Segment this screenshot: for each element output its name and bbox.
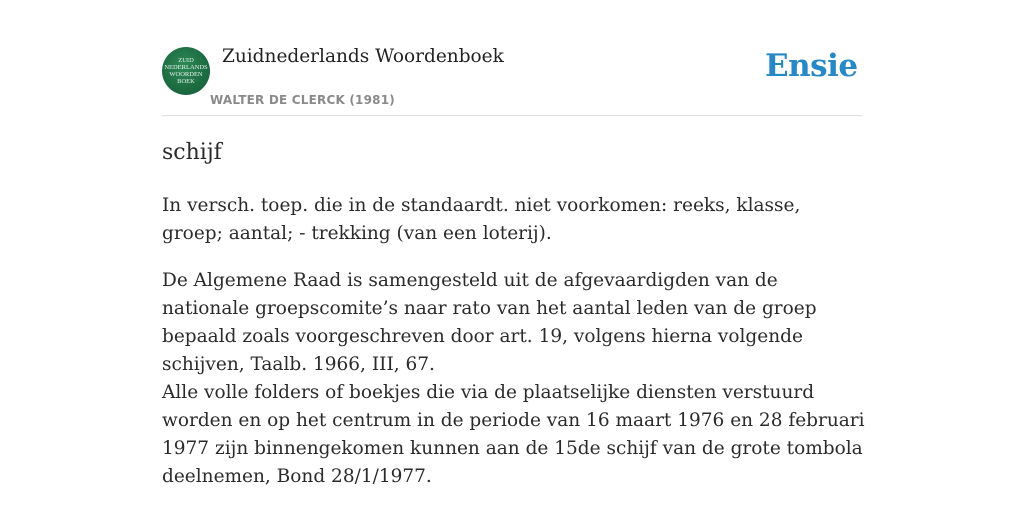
entry-definition: In versch. toep. die in de standaardt. niet voorkomen: reeks, klasse, groep; aantal; - trekking (van een loterij). (162, 195, 801, 244)
source-author: WALTER DE CLERCK (1981) (210, 93, 395, 107)
brand-logo[interactable]: Ensie (765, 48, 858, 84)
entry-headword: schijf (162, 140, 222, 165)
logo-line: WOORDEN (169, 71, 203, 78)
header-divider (162, 115, 862, 116)
logo-line: NEDERLANDS (164, 64, 208, 71)
source-title[interactable]: Zuidnederlands Woordenboek (222, 46, 504, 67)
logo-line: BOEK (177, 78, 195, 85)
entry-example: De Algemene Raad is samengesteld uit de afgevaardigden van de nationale groepscomite’s naar rato van het aantal leden van de groep bepaald zoals voorgeschreven door art. 19, volgens hierna volgende schijven, Taalb. 1966, III, 67. (162, 270, 817, 375)
entry-example: Alle volle folders of boekjes die via de plaatselijke diensten verstuurd worden en op het centrum in de periode van 16 maart 1976 en 28 februari 1977 zijn binnengekomen kunnen aan de 15de schijf van de grote tombola deelnemen, Bond 28/1/1977. (162, 382, 865, 487)
source-logo (162, 47, 210, 95)
logo-line: ZUID (178, 57, 194, 64)
